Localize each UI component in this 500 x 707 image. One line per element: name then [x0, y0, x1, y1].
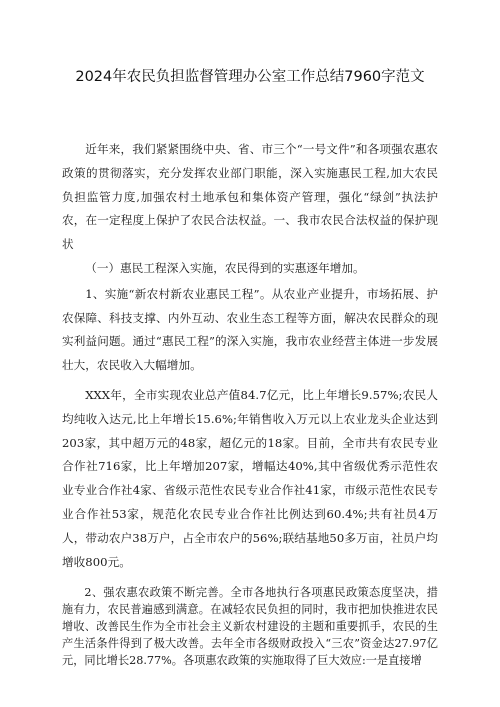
section-heading: （一）惠民工程深入实施，农民得到的实惠逐年增加。: [85, 260, 365, 275]
paragraph-item-2: 2、强农惠农政策不断完善。全市各地执行各项惠民政策态度坚决，措施有力，农民普遍感到满意。在减轻农民负担的同时，我市把加快推进农民增收、改善民生作为全市社会主义新农村建设的主题和重要抓手，农民的生产生活条件得到了极大改善。去年全市各级财政投入“三农”资金达27.97亿元，同比增长28.77%。各项惠农政策的实施取得了巨大效应:一是直接增: [62, 586, 438, 668]
paragraph-intro: 近年来，我们紧紧围绕中央、省、市三个“一号文件”和各项强农惠农政策的贯彻落实，充分发挥农业部门职能，深入实施惠民工程,加大农民负担监管力度,加强农村土地承包和集体资产管理，强化“绿剑”执法护农，在一定程度上保护了农民合法权益。一、我市农民合法权益的保护现状: [62, 142, 438, 252]
paragraph-statistics: XXX年，全市实现农业总产值84.7亿元，比上年增长9.57%;农民人均纯收入达元,比上年增长15.6%;年销售收入万元以上农业龙头企业达到203家，其中超万元的48家，超亿元的18家。目前，全市共有农民专业合作社716家，比上年增加207家，增幅达40%,其中省级优秀示范性农业专业合作社4家、省级示范性农民专业合作社41家，市级示范性农民专业合作社53家，规范化农民专业合作社比例达到60.4%;共有社员4万人，带动农户38万户，占全市农户的56%;联结基地50多万亩，社员户均增收800元。: [62, 387, 438, 569]
document-title: 2024年农民负担监督管理办公室工作总结7960字范文: [75, 69, 425, 85]
document-body: [62, 138, 438, 669]
paragraph-item-1: 1、实施“新农村新农业惠民工程”。从农业产业提升，市场拓展、护农保障、科技支撑、内外互动、农业生态工程等方面，解决农民群众的现实利益问题。通过“惠民工程”的深入实施，我市农业经营主体进一步发展壮大，农民收入大幅增加。: [62, 286, 438, 373]
